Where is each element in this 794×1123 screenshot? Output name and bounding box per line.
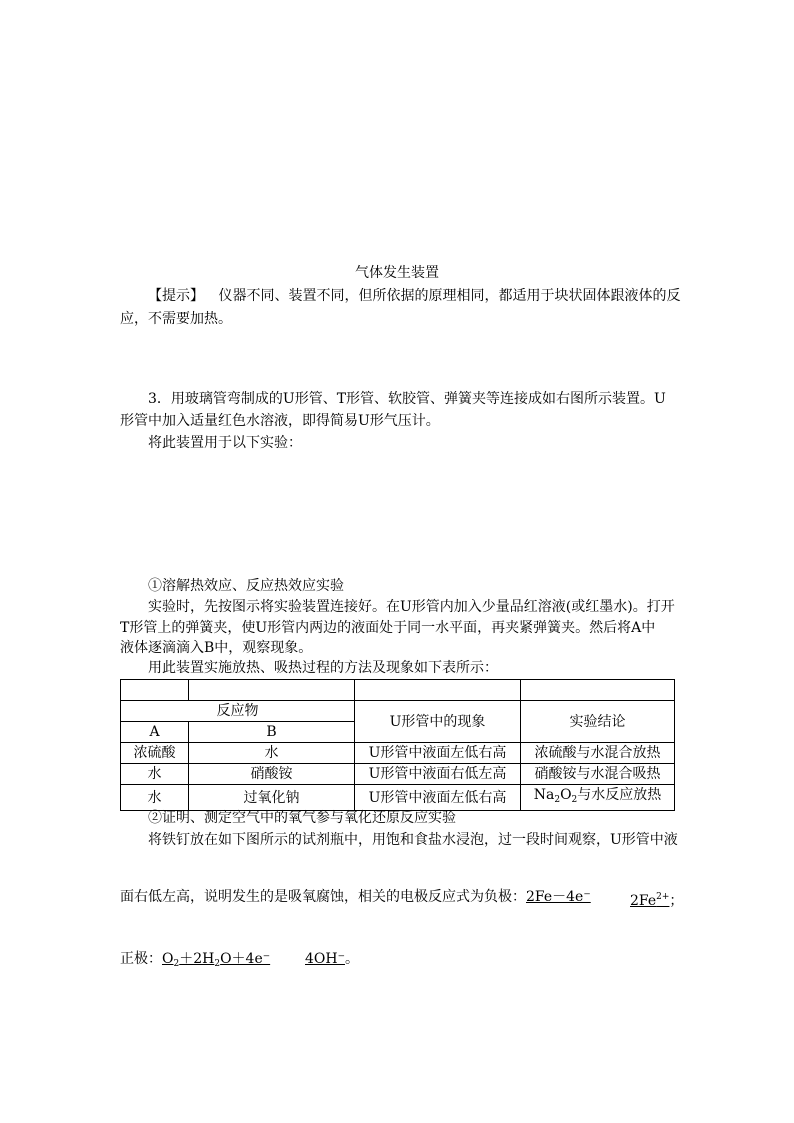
subscript: 2	[554, 795, 561, 805]
cell-a: 水	[121, 764, 189, 785]
experiment-2-line-1: 将铁钉放在如下图所示的试剂瓶中，用饱和食盐水浸泡，过一段时间观察，U形管中液	[148, 832, 678, 848]
table-cell	[189, 680, 355, 701]
question-3-line-1: 3．用玻璃管弯制成的U形管、T形管、软胶管、弹簧夹等连接成如右图所示装置。U	[148, 391, 666, 407]
cell-conclusion: 浓硫酸与水混合放热	[521, 743, 675, 764]
subscript: 2	[173, 959, 180, 969]
table-row	[121, 743, 675, 764]
negative-equation-rhs	[630, 887, 683, 911]
reactants-header: 反应物	[121, 701, 355, 722]
table-cell	[355, 680, 521, 701]
hint-line-2: 应，不需要加热。	[120, 311, 232, 327]
formula-o: O	[560, 787, 572, 803]
table-header-row	[121, 701, 675, 722]
hint-label: 【提示】	[148, 288, 204, 304]
experiment-2-line-2	[120, 887, 591, 907]
cell-phenomenon: U形管中液面右低左高	[355, 764, 521, 785]
table-cell	[521, 680, 675, 701]
formula-na: Na	[533, 787, 555, 803]
subscript: 2	[571, 795, 578, 805]
fe-symbol: 2Fe	[630, 893, 657, 909]
section-title: 气体发生装置	[355, 265, 439, 281]
experiment-1-line-3: 液体逐滴滴入B中，观察现象。	[120, 640, 313, 656]
experiment-1-line-2: T形管上的弹簧夹，使U形管内两边的液面处于同一水平面，再夹紧弹簧夹。然后将A中	[120, 620, 656, 636]
table-row	[121, 764, 675, 785]
cell-conclusion: 硝酸铵与水混合吸热	[521, 764, 675, 785]
equation-rest: O＋4e⁻	[220, 951, 271, 967]
superscript: 2+	[656, 892, 670, 902]
experiment-1-line-4: 用此装置实施放热、吸热过程的方法及现象如下表所示：	[148, 660, 498, 676]
column-a-header: A	[121, 722, 189, 743]
cell-phenomenon: U形管中液面左低右高	[355, 785, 521, 811]
question-3-line-2: 形管中加入适量红色水溶液，即得简易U形气压计。	[120, 413, 440, 429]
hydroxide: 4OH⁻	[305, 951, 345, 967]
cell-a: 水	[121, 785, 189, 811]
plus-h: ＋2H	[179, 951, 215, 967]
semicolon: ；	[669, 893, 684, 909]
results-table	[120, 679, 675, 811]
cell-conclusion	[521, 785, 675, 811]
hint-text: 仪器不同、装置不同，但所依据的原理相同，都适用于块状固体跟液体的反	[218, 288, 681, 304]
o-symbol: O	[162, 951, 174, 967]
positive-label: 正极：	[120, 951, 162, 967]
period: 。	[344, 951, 359, 967]
question-3-line-3: 将此装置用于以下实验：	[148, 435, 302, 451]
column-b-header: B	[189, 722, 355, 743]
phenomenon-header: U形管中的现象	[355, 701, 521, 743]
cell-b: 过氧化钠	[189, 785, 355, 811]
positive-equation-rhs	[305, 949, 359, 969]
table-row	[121, 785, 675, 811]
fe-ion	[630, 893, 669, 909]
positive-electrode-line	[120, 949, 270, 974]
negative-electrode-text: 面右低左高，说明发生的是吸氧腐蚀，相关的电极反应式为负极：	[120, 889, 526, 905]
hint-line-1	[148, 286, 680, 306]
cell-b: 水	[189, 743, 355, 764]
conclusion-header: 实验结论	[521, 701, 675, 743]
positive-equation-lhs	[162, 951, 270, 967]
conclusion-text: 与水反应放热	[577, 787, 662, 803]
cell-a: 浓硫酸	[121, 743, 189, 764]
negative-equation-lhs: 2Fe－4e⁻	[526, 889, 591, 905]
cell-phenomenon: U形管中液面左低右高	[355, 743, 521, 764]
experiment-1-line-1: 实验时，先按图示将实验装置连接好。在U形管内加入少量品红溶液(或红墨水)。打开	[148, 599, 675, 615]
cell-b: 硝酸铵	[189, 764, 355, 785]
subscript: 2	[214, 959, 221, 969]
table-empty-row	[121, 680, 675, 701]
experiment-2-title: ②证明、测定空气中的氧气参与氧化还原反应实验	[148, 810, 456, 826]
table-cell	[121, 680, 189, 701]
experiment-1-title: ①溶解热效应、反应热效应实验	[148, 578, 344, 594]
